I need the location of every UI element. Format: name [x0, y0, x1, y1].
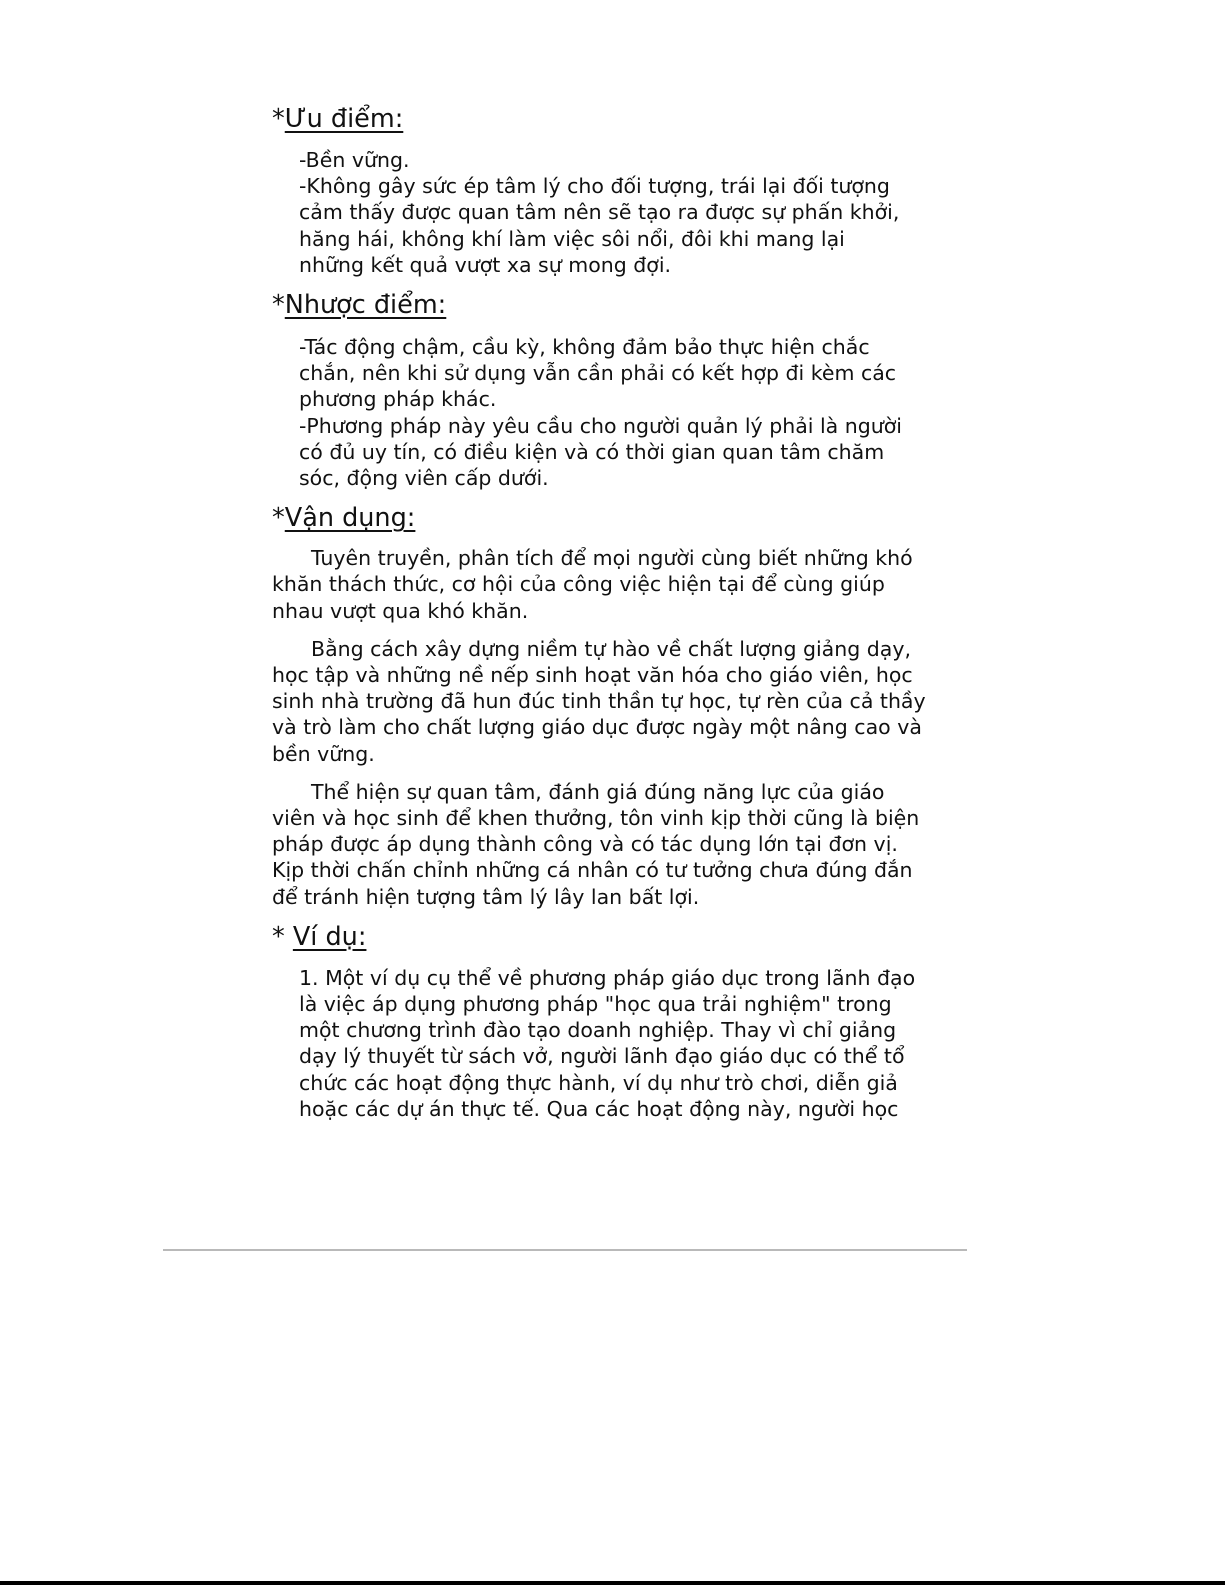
line: những kết quả vượt xa sự mong đợi. — [299, 252, 672, 277]
example-list — [272, 965, 952, 1122]
page-content — [272, 104, 952, 1122]
line: -Không gây sức ép tâm lý cho đối tượng, trái lại đối tượng — [299, 174, 890, 199]
line: viên và học sinh để khen thưởng, tôn vinh kịp thời cũng là biện — [272, 806, 920, 831]
line: -Tác động chậm, cầu kỳ, không đảm bảo thực hiện chắc — [299, 335, 870, 360]
list-item — [272, 147, 952, 173]
heading-disadvantages — [272, 290, 952, 320]
line: phương pháp khác. — [299, 387, 497, 412]
heading-marker: * — [272, 503, 285, 534]
line: 1. Một ví dụ cụ thể về phương pháp giáo dục trong lãnh đạo — [299, 965, 916, 990]
line: và trò làm cho chất lượng giáo dục được ngày một nâng cao và — [272, 715, 922, 740]
line: nhau vượt qua khó khăn. — [272, 598, 529, 623]
line: chắn, nên khi sử dụng vẫn cần phải có kết hợp đi kèm các — [299, 361, 897, 386]
line: có đủ uy tín, có điều kiện và có thời gian quan tâm chăm — [299, 439, 885, 464]
line: dạy lý thuyết từ sách vở, người lãnh đạo giáo dục có thể tổ — [299, 1044, 905, 1069]
list-item — [272, 173, 952, 278]
heading-marker: * — [272, 290, 285, 321]
application-paragraph-1 — [272, 545, 952, 624]
line: là việc áp dụng phương pháp "học qua trải nghiệm" trong — [299, 992, 892, 1017]
heading-marker: * — [272, 921, 293, 952]
line: một chương trình đào tạo doanh nghiệp. Thay vì chỉ giảng — [299, 1018, 897, 1043]
line: Bằng cách xây dựng niềm tự hào về chất lượng giảng dạy, — [311, 636, 911, 661]
heading-application — [272, 503, 952, 533]
list-item — [272, 334, 952, 413]
line: khăn thách thức, cơ hội của công việc hiện tại để cùng giúp — [272, 572, 885, 597]
line: -Phương pháp này yêu cầu cho người quản lý phải là người — [299, 413, 902, 438]
line: -Bền vững. — [299, 148, 410, 172]
heading-example — [272, 922, 952, 952]
line: pháp được áp dụng thành công và có tác dụng lớn tại đơn vị. — [272, 832, 898, 857]
line: sóc, động viên cấp dưới. — [299, 466, 549, 491]
application-paragraph-3 — [272, 779, 952, 910]
list-item — [272, 413, 952, 492]
list-item — [272, 965, 952, 1122]
line: học tập và những nề nếp sinh hoạt văn hóa cho giáo viên, học — [272, 663, 913, 688]
heading-marker: * — [272, 104, 285, 134]
bottom-border — [0, 1581, 1225, 1585]
line: để tránh hiện tượng tâm lý lây lan bất lợi. — [272, 884, 700, 909]
heading-label: Vận dụng: — [284, 503, 416, 534]
line: hoặc các dự án thực tế. Qua các hoạt động này, người học — [299, 1096, 899, 1121]
line: cảm thấy được quan tâm nên sẽ tạo ra được sự phấn khởi, — [299, 200, 900, 225]
line: chức các hoạt động thực hành, ví dụ như trò chơi, diễn giả — [299, 1070, 898, 1095]
advantages-list — [272, 147, 952, 278]
disadvantages-list — [272, 334, 952, 491]
line: Kịp thời chấn chỉnh những cá nhân có tư tưởng chưa đúng đắn — [272, 858, 913, 883]
application-paragraph-2 — [272, 636, 952, 767]
heading-label: Ưu điểm: — [284, 104, 404, 134]
page-divider — [163, 1249, 967, 1251]
line: hăng hái, không khí làm việc sôi nổi, đôi khi mang lại — [299, 226, 845, 251]
heading-label: Nhược điểm: — [284, 290, 447, 321]
line: sinh nhà trường đã hun đúc tinh thần tự học, tự rèn của cả thầy — [272, 689, 926, 714]
line: Tuyên truyền, phân tích để mọi người cùng biết những khó — [311, 546, 913, 571]
heading-label: Ví dụ: — [292, 921, 367, 952]
line: bền vững. — [272, 741, 375, 766]
line: Thể hiện sự quan tâm, đánh giá đúng năng lực của giáo — [311, 779, 885, 804]
heading-advantages — [272, 104, 952, 134]
